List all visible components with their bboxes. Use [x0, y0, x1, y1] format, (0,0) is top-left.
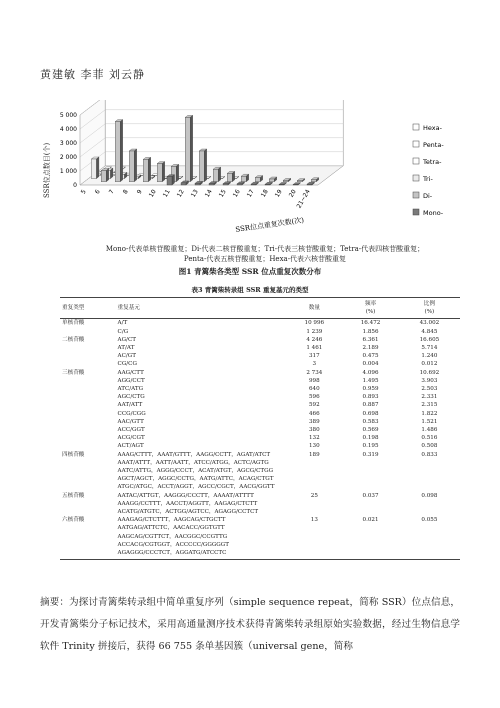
bar-side	[134, 149, 137, 182]
chart-xlabel: SSR位点重复次数(次)	[234, 216, 305, 234]
bar	[185, 117, 190, 181]
row-unit: ACT/AGT	[117, 443, 144, 450]
row-num: 380	[308, 427, 320, 434]
bar	[181, 183, 186, 185]
bar-side	[162, 162, 165, 182]
x-tick-label: 19	[273, 188, 284, 199]
legend-label: Di-	[423, 192, 433, 200]
row-num: 998	[308, 377, 320, 384]
x-tick-label: 6	[93, 188, 102, 196]
bar	[91, 159, 96, 179]
row-freq: 0.037	[362, 492, 379, 499]
figure-note-line2: Penta-代表五核苷酸重复；Hexa-代表六核苷酸重复	[183, 255, 347, 263]
row-type	[60, 360, 116, 368]
row-num: 130	[308, 443, 320, 450]
header-type: 重复类型	[60, 298, 116, 319]
y-tick-label: 3 000	[59, 140, 77, 147]
row-type	[60, 385, 116, 393]
row-num: 466	[308, 410, 320, 417]
row-ratio: 0.055	[399, 516, 460, 560]
row-unit: AGG/CCT	[117, 377, 145, 384]
y-tick-label: 2 000	[59, 154, 77, 161]
header-num: 数量	[286, 298, 342, 319]
row-unit: AAG/CTT	[117, 369, 144, 376]
row-num: 4 246	[306, 336, 323, 343]
row-unit: AAAG/CTTT，AAAT/GTTT，AAGG/CCTT，AGAT/ATCT AAAT/ATTT，AATT/AATT，ATCC/ATGG，ACTC/AGTG AATC/ATTG，AGGG/CCCT，ACAT/ATGT，AGCG/CTGG AGCT/AGCT，AGGC/CCTG，AATG/ATTC，ACAG/CTGT ATGC/ATGC，ACCT/AGGT，AGCC/CGCT，AACG/GGTT	[117, 451, 275, 491]
table-row	[60, 418, 460, 426]
row-num: 3	[312, 361, 317, 368]
legend-swatch	[413, 158, 419, 164]
bar	[195, 183, 200, 185]
bar-side	[190, 115, 193, 181]
row-unit: AGC/CTG	[117, 394, 145, 401]
bar	[283, 180, 288, 181]
bar-side	[218, 167, 221, 182]
row-type	[60, 352, 116, 360]
row-type	[60, 434, 116, 442]
row-freq: 4.096	[362, 369, 379, 376]
row-ratio: 0.098	[421, 492, 438, 499]
legend-label: Mono-	[423, 209, 444, 217]
x-tick-label: 11	[161, 188, 172, 199]
bar	[241, 176, 246, 182]
row-freq: 0.583	[362, 418, 379, 425]
row-num: 1 461	[306, 345, 323, 352]
x-tick-label: 13	[189, 188, 200, 199]
x-tick-label: 14	[203, 188, 214, 199]
row-unit: AAAGAG/CTCTTT，AAGCAG/CTGCTT AATGAG/ATTCTC，AACACC/GGTGTT AAGCAG/CGTTCT，AACGGC/CCGTTG ACCACG/CGTGGT，ACCCCC/GGGGGT AGAGGG/CCCTCT，AGGATG/ATCCTC	[116, 516, 287, 560]
table-row	[60, 393, 460, 401]
table-row	[60, 434, 460, 442]
x-tick-label: 16	[231, 188, 242, 199]
row-unit: C/G	[117, 328, 129, 335]
row-ratio: 1.486	[421, 427, 438, 434]
chart-svg	[40, 100, 480, 250]
bar-side	[120, 120, 123, 182]
row-ratio: 0.516	[421, 435, 438, 442]
row-type	[60, 393, 116, 401]
row-num: 640	[308, 386, 320, 393]
row-freq: 2.189	[362, 345, 379, 352]
figure-note-line1: Mono-代表单核苷酸重复；Di-代表二核苷酸重复；Tri-代表三核苷酸重复；Tetra-代表四核苷酸重复；	[105, 245, 425, 253]
row-type	[60, 442, 116, 450]
row-ratio: 2.331	[421, 394, 438, 401]
row-freq: 0.021	[342, 516, 399, 560]
table-row	[60, 319, 460, 328]
figure-caption: 图1 青篱柴各类型 SSR 位点重复次数分布	[178, 267, 322, 276]
row-ratio: 0.508	[421, 443, 438, 450]
row-unit: AAC/GTT	[117, 418, 144, 425]
row-freq: 0.887	[362, 402, 379, 409]
bar	[213, 169, 218, 182]
row-type: 二核苷酸	[62, 336, 85, 343]
row-type	[60, 401, 116, 409]
header-ratio: 比例 (%)	[399, 298, 460, 319]
row-ratio: 2.503	[421, 386, 438, 393]
bar-side	[96, 157, 99, 179]
bar-side	[106, 169, 109, 182]
legend-label: Penta-	[423, 141, 444, 149]
row-ratio: 10.692	[419, 369, 440, 376]
table-row	[60, 410, 460, 418]
bar	[115, 122, 120, 182]
x-tick-label: 18	[259, 188, 270, 199]
bar-side	[232, 171, 235, 181]
row-ratio: 5.714	[421, 345, 438, 352]
bar-side	[110, 168, 113, 178]
bar	[129, 151, 134, 182]
bar	[265, 184, 270, 185]
table-row	[60, 492, 460, 517]
row-num: 389	[308, 418, 320, 425]
row-ratio: 16.605	[419, 336, 440, 343]
x-tick-label: 9	[135, 188, 144, 196]
table-row	[60, 451, 460, 492]
x-tick-label: 21~24	[295, 188, 312, 210]
bar	[227, 173, 232, 181]
legend-label: Tri-	[423, 175, 433, 183]
row-freq: 0.893	[362, 394, 379, 401]
row-num: 592	[308, 402, 320, 409]
row-freq: 0.569	[362, 427, 379, 434]
row-type	[60, 410, 116, 418]
table-row	[60, 369, 460, 377]
chart-ylabel: SSR位点数目(个)	[43, 142, 51, 198]
row-type	[60, 328, 116, 336]
row-num: 189	[308, 451, 320, 458]
row-freq: 0.198	[362, 435, 379, 442]
figure-note	[60, 244, 470, 264]
bar-side	[176, 164, 179, 181]
legend-swatch	[413, 209, 419, 215]
row-ratio: 3.903	[421, 377, 438, 384]
bar	[279, 184, 284, 185]
table-row	[60, 377, 460, 385]
table-row	[60, 442, 460, 450]
row-unit: CCG/CGG	[117, 410, 146, 417]
table-caption: 表3 青篱柴转录组 SSR 重复基元的类型	[191, 286, 309, 294]
legend-label: Tetra-	[423, 158, 442, 166]
table-row	[60, 385, 460, 393]
bar-side	[204, 149, 207, 182]
y-tick-label: 1 000	[59, 168, 77, 175]
row-ratio: 2.315	[421, 402, 438, 409]
bar	[297, 181, 302, 182]
row-ratio: 1.521	[421, 418, 438, 425]
bar	[199, 151, 204, 182]
row-freq: 16.472	[360, 320, 381, 327]
bar	[311, 180, 316, 182]
bar	[143, 159, 148, 181]
row-unit: CG/CG	[117, 361, 137, 368]
row-freq: 1.856	[362, 328, 379, 335]
bar	[167, 177, 172, 185]
row-unit: AATAC/ATTGT，AAGGG/CCCTT，AAAAT/ATTTT AAAGG/CCTTT，AACCT/AGGTT，AAGAG/CTCTT ACATG/ATGTC，ACTGG/AGTCC，AGAGG/CCTCT	[117, 492, 259, 516]
row-freq: 1.495	[362, 377, 379, 384]
x-tick-label: 5	[79, 188, 88, 196]
row-unit: AT/AT	[117, 345, 135, 352]
legend-swatch	[413, 141, 419, 147]
y-tick-label: 5 000	[59, 112, 77, 119]
row-type: 四核苷酸	[62, 451, 85, 458]
row-unit: AG/CT	[117, 336, 136, 343]
table-row	[60, 336, 460, 344]
row-type	[60, 344, 116, 352]
authors: 黄建敏 李菲 刘云静	[40, 68, 145, 81]
row-num: 132	[308, 435, 320, 442]
x-tick-label: 12	[175, 188, 186, 199]
row-num: 25	[310, 492, 318, 499]
legend-swatch	[413, 175, 419, 181]
row-ratio: 1.822	[421, 410, 438, 417]
legend-swatch	[413, 192, 419, 198]
bar	[269, 179, 274, 182]
row-unit: ACG/CGT	[117, 435, 145, 442]
row-type	[60, 426, 116, 434]
row-freq: 0.004	[362, 361, 379, 368]
legend-label: Hexa-	[423, 124, 442, 132]
bar	[237, 184, 242, 185]
row-num: 10 996	[304, 320, 325, 327]
bar	[223, 184, 228, 185]
bar	[209, 184, 214, 185]
row-num: 2 734	[306, 369, 323, 376]
x-tick-label: 7	[107, 188, 116, 196]
row-ratio: 0.012	[421, 361, 438, 368]
table-row	[60, 328, 460, 336]
row-unit: AAT/ATT	[117, 402, 143, 409]
legend-swatch	[413, 124, 419, 130]
row-num: 13	[286, 516, 342, 560]
row-unit: A/T	[117, 320, 128, 327]
bar-side	[172, 175, 175, 185]
row-freq: 0.698	[362, 410, 379, 417]
row-ratio: 0.833	[421, 451, 438, 458]
bar	[157, 164, 162, 182]
table-row	[60, 352, 460, 360]
bar	[307, 184, 312, 185]
row-type: 单核苷酸	[62, 320, 85, 327]
row-ratio: 43.002	[419, 320, 440, 327]
row-type	[60, 377, 116, 385]
bar	[255, 178, 260, 182]
x-tick-label: 20	[287, 188, 298, 199]
bar	[101, 171, 106, 182]
row-num: 1 239	[306, 328, 323, 335]
table-row	[60, 401, 460, 409]
table-row	[60, 426, 460, 434]
x-tick-label: 10	[147, 188, 158, 199]
x-tick-label: 8	[121, 188, 130, 196]
table-row	[60, 344, 460, 352]
row-unit: ATC/ATG	[117, 386, 144, 393]
row-type: 五核苷酸	[62, 492, 85, 499]
row-type: 三核苷酸	[62, 369, 85, 376]
table-row	[60, 516, 460, 560]
header-freq: 频率 (%)	[342, 298, 399, 319]
row-num: 596	[308, 394, 320, 401]
x-tick-label: 17	[245, 188, 256, 199]
ssr-table	[60, 297, 460, 560]
header-unit: 重复基元	[116, 298, 287, 319]
row-unit: AC/GT	[117, 353, 136, 360]
row-freq: 0.195	[362, 443, 379, 450]
row-freq: 6.361	[362, 336, 379, 343]
abstract: 摘要：为探讨青篱柴转录组中简单重复序列（simple sequence repeat，简称 SSR）位点信息，开发青篱柴分子标记技术，采用高通量测序技术获得青篱柴转录组原始实验数据，经过生物信息学软件 Trinity 拼接后，获得 66 755 条单基因簇（universal gene，简称	[40, 597, 460, 652]
row-freq: 0.319	[362, 451, 379, 458]
bar	[251, 184, 256, 185]
row-unit: ACC/GGT	[117, 427, 145, 434]
row-type: 六核苷酸	[60, 516, 116, 560]
row-ratio: 4.845	[421, 328, 438, 335]
row-ratio: 1.240	[421, 353, 438, 360]
table-row	[60, 360, 460, 368]
row-type	[60, 418, 116, 426]
table-header-row	[60, 298, 460, 319]
bar-side	[148, 157, 151, 181]
x-tick-label: 15	[217, 188, 228, 199]
y-tick-label: 4 000	[59, 126, 77, 133]
row-freq: 0.959	[362, 386, 379, 393]
row-num: 317	[308, 353, 320, 360]
row-freq: 0.475	[362, 353, 379, 360]
y-tick-label: 0	[73, 182, 77, 189]
